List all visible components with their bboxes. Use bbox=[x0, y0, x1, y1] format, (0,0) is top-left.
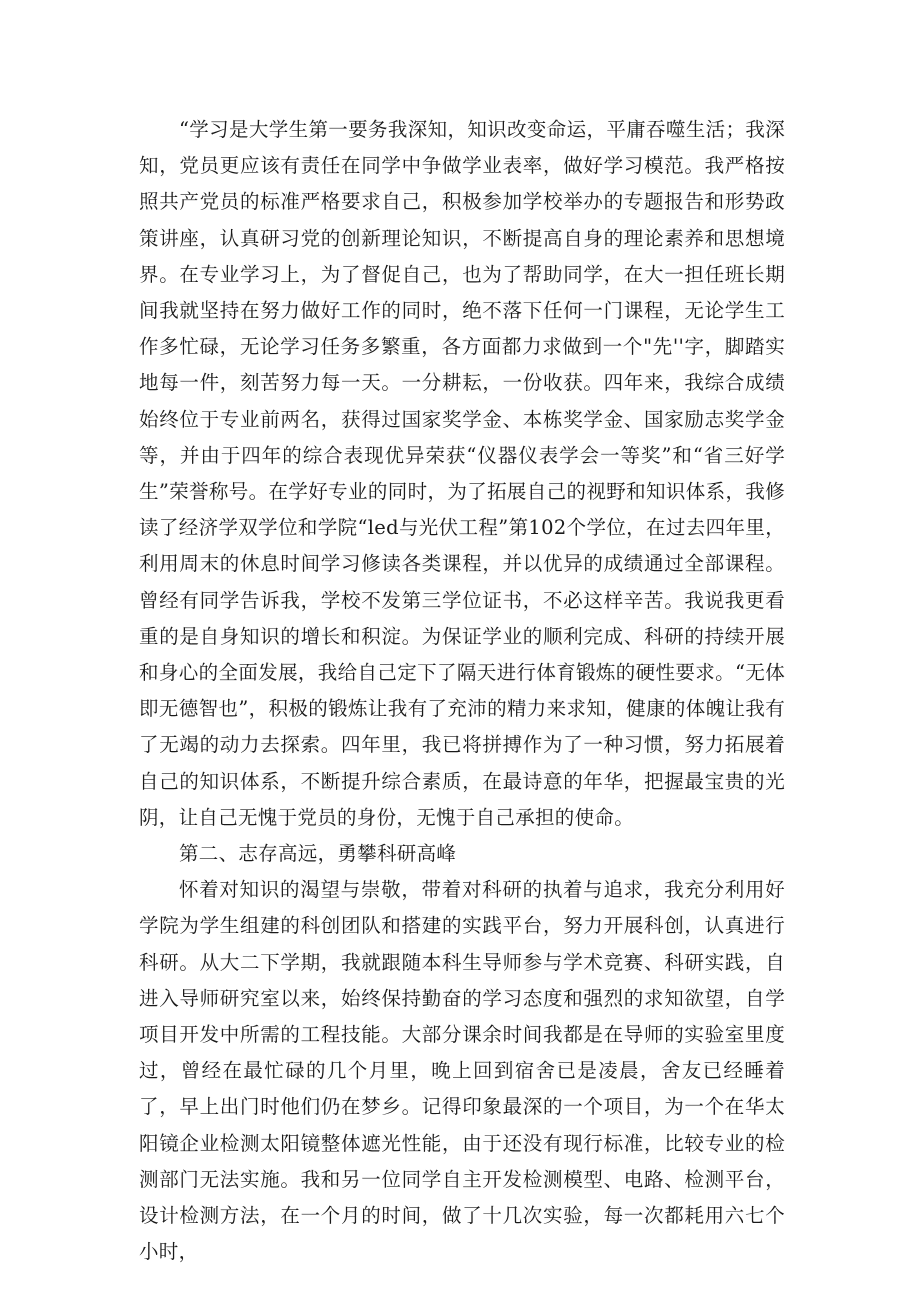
section-heading-research: 第二、志存高远，勇攀科研高峰 bbox=[178, 842, 457, 866]
paragraph-study: “学习是大学生第一要务我深知，知识改变命运，平庸吞噬生活；我深知，党员更应该有责任在同学中争做学业表率，做好学习模范。我严格按照共产党员的标准严格要求自己，积极参加学校举办的专题报告和形势政策讲座，认真研习党的创新理论知识，不断提高自身的理论素养和思想境界。在专业学习上，为了督促自己，也为了帮助同学，在大一担任班长期间我就坚持在努力做好工作的同时，绝不落下任何一门课程，无论学生工作多忙碌，无论学习任务多繁重，各方面都力求做到一个"先''字，脚踏实地每一件，刻苦努力每一天。一分耕耘，一份收获。四年来，我综合成绩始终位于专业前两名，获得过国家奖学金、本栋奖学金、国家励志奖学金等，并由于四年的综合表现优异荣获“仪器仪表学会一等奖”和“省三好学生”荣誉称号。在学好专业的同时，为了拓展自己的视野和知识体系，我修读了经济学双学位和学院“led与光伏工程”第102个学位，在过去四年里，利用周末的休息时间学习修读各类课程，并以优异的成绩通过全部课程。曾经有同学告诉我，学校不发第三学位证书，不必这样辛苦。我说我更看重的是自身知识的增长和积淀。为保证学业的顺利完成、科研的持续开展和身心的全面发展，我给自己定下了隔天进行体育锻炼的硬性要求。“无体即无德智也”，积极的锻炼让我有了充沛的精力来求知，健康的体魄让我有了无竭的动力去探索。四年里，我已将拼搏作为了一种习惯，努力拓展着自己的知识体系，不断提升综合素质，在最诗意的年华，把握最宝贵的光阴，让自己无愧于党员的身份，无愧于自己承担的使命。 bbox=[139, 118, 785, 829]
paragraph-research: 怀着对知识的渴望与崇敬，带着对科研的执着与追求，我充分利用好学院为学生组建的科创团队和搭建的实践平台，努力开展科创，认真进行科研。从大二下学期，我就跟随本科生导师参与学术竞赛、科研实践，自进入导师研究室以来，始终保持勤奋的学习态度和强烈的求知欲望，自学项目开发中所需的工程技能。大部分课余时间我都是在导师的实验室里度过，曾经在最忙碌的几个月里，晚上回到宿舍已是凌晨，舍友已经睡着了，早上出门时他们仍在梦乡。记得印象最深的一个项目，为一个在华太阳镜企业检测太阳镜整体遮光性能，由于还没有现行标准，比较专业的检测部门无法实施。我和另一位同学自主开发检测模型、电路、检测平台，设计检测方法，在一个月的时间，做了十几次实验，每一次都耗用六七个小时， bbox=[139, 878, 785, 1264]
document-body bbox=[139, 112, 785, 1271]
